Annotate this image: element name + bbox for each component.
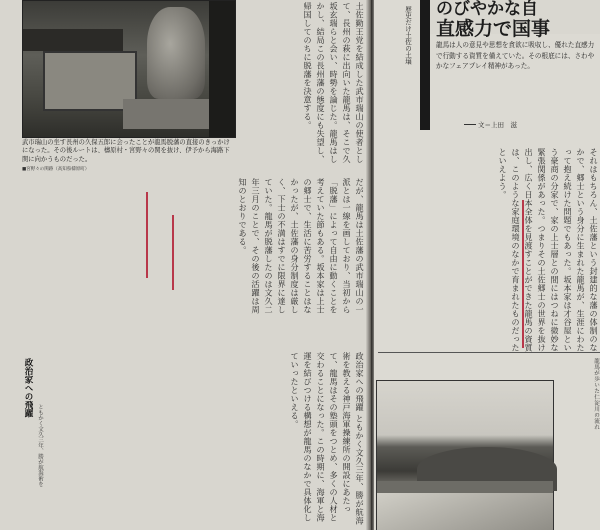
river-photo	[376, 380, 554, 530]
red-underline-mark	[146, 192, 148, 278]
river-photo-caption: 龍馬が歩いた仁淀川の流れ	[593, 358, 599, 430]
photo-tree	[209, 1, 235, 137]
body-text-top: 土佐勤王党を結成した武市瑞山の使者として、長州の萩に出向いた龍馬は、そこで久坂玄瑞らと会い、時勢を論じた。龍馬はしかし、結局この長州藩の態度にも失望し、帰国してのちに脱藩を決意する。	[303, 2, 365, 164]
headline-line-1: のびやかな自	[436, 0, 538, 19]
section-subtitle: ともかく文久三年、勝が航海術を	[37, 404, 43, 487]
author-rule	[464, 124, 476, 125]
photo-roof	[23, 29, 123, 51]
header-black-bar	[420, 0, 430, 130]
body-text-bottom: 政治家への飛躍 ともかく文久三年、勝が航海術を教える神戸海軍操練所の開設にあたって、龍馬はその塾頭をつとめ、多くの人材と交わることになった。この時期に、海軍と海運を結びつける構想が龍馬のなかで具体化していったといえる。	[290, 352, 365, 525]
photo-stone-monument	[147, 7, 205, 99]
photo-caption: 武市瑞山の坐す長州の久保五郎に会ったことが龍馬脱藩の直接のきっかけになった。その後ルートは、檮原村・宮野々の関を抜け、伊予から海路下関に向かうものだった。	[22, 139, 230, 163]
monument-photo	[22, 0, 236, 138]
photo-riverbank	[377, 493, 553, 530]
vertical-series-label: 歴史だけ土佐の土壌	[404, 6, 412, 65]
headline-line-2: 直感力で国事	[436, 18, 551, 40]
divider-rule	[378, 352, 600, 353]
author-credit: 文＝上田 滋	[478, 121, 517, 129]
section-heading	[22, 358, 50, 498]
right-page	[374, 0, 600, 530]
photo-houses	[377, 481, 553, 493]
body-text-middle: だが、龍馬は土佐藩の武市瑞山の一派とは一線を画しており、当初から「脱藩」によって自由に動くことを考えていた節もある。坂本家は上士の郷士で、生活に苦労することはなかったが、土佐藩の身分制度は厳しく、下士の不満はすでに限界に達していた。龍馬が脱藩したのは文久二年三月のことで、その後の活躍は周知のとおりである。	[238, 178, 365, 314]
photo-credit: ■宮野々の関跡（高知県檮原町）	[22, 167, 90, 172]
section-title: 政治家への飛躍	[23, 358, 33, 418]
lead-paragraph: 龍馬は人の意見や思想を貪欲に吸収し、優れた直感力で行動する資質を備えていた。その根底には、さわやかなフェアプレイ精神があった。	[436, 41, 595, 71]
red-underline-mark	[172, 215, 174, 290]
red-underline-mark	[522, 200, 524, 348]
body-text-right: それはもちろん、土佐藩という封建的な藩の体制のなかで、郷士という身分に生まれた龍馬が、生涯にわたって抱え続けた問題でもあった。坂本家は才谷屋という豪商の分家で、家の上士層との間にはつねに微妙な緊張関係があった。つまりその土佐郷士の世界を抜け出し、広く日本全体を見渡すことができた龍馬の資質は、このような家庭環境のなかで育まれたものだったといえよう。	[498, 148, 599, 352]
